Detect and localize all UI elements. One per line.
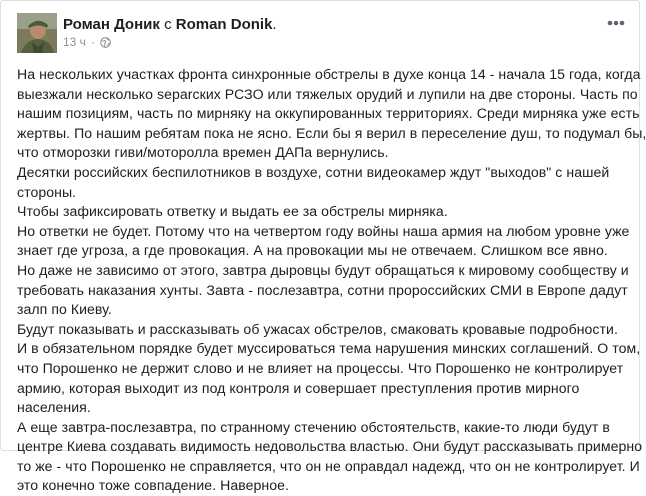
post-text-line: центре Киева создавать видимость недовольства властью. Они будут рассказывать примерно — [17, 438, 643, 455]
with-connector: с — [164, 16, 172, 33]
post-text-line: залп по Киеву. — [17, 301, 112, 318]
ellipsis-icon — [603, 13, 629, 33]
post-text-line: На нескольких участках фронта синхронные обстрелы в духе конца 14 - начала 15 года, когда — [17, 66, 641, 82]
post-timestamp[interactable]: 13 ч — [63, 35, 86, 49]
avatar-photo — [17, 13, 57, 53]
post-text-line: выезжали несколько separских РСЗО или тяжелых орудий и лупили на две стороны. Часть по — [17, 85, 638, 102]
page-suffix: . — [272, 16, 277, 33]
post-header — [1, 1, 641, 59]
post-text-line: то же - что Порошенко не справляется, что он не оправдал надежд, что он не контролирует. И — [17, 457, 640, 474]
author-avatar[interactable] — [17, 13, 57, 53]
post-text-line: Чтобы зафиксировать ответку и выдать ее за обстрелы мирняка. — [17, 203, 448, 220]
post-text-line: что Порошенко не держит слово и не влияет на процессы. Что Порошенко не контролирует — [17, 359, 624, 376]
post-text-line: Десятки российских беспилотников в воздухе, сотни видеокамер ждут "выходов" с нашей — [17, 163, 610, 180]
post-text-line: Но даже не зависимо от этого, завтра дыровцы будут обращаться к мировому сообществу и — [17, 261, 629, 278]
globe-icon[interactable] — [100, 37, 111, 48]
post-text-line: нашим позициям, часть по мирняку на оккупированных территориях. Среди мирняка уже есть — [17, 105, 640, 122]
post-text-line: армию, которая выходит из под контроля и совершает преступления против мирного — [17, 379, 580, 396]
post-text-line: знает где угроза, а где провокация. А на провокации мы не отвечаем. Слишком все явно. — [17, 242, 608, 259]
author-name-link[interactable]: Роман Доник — [63, 16, 160, 33]
tagged-page-link[interactable]: Roman Donik — [175, 16, 273, 33]
post-text-line: это конечно тоже совпадение. Наверное. — [17, 477, 289, 494]
author-line — [63, 15, 277, 34]
post-text-line: Будут показывать и рассказывать об ужасах обстрелов, смаковать кровавые подробности. — [17, 320, 618, 337]
post-text-line: И в обязательном порядке будет муссироваться тема нарушения минских соглашений. О том, — [17, 340, 641, 357]
post-text-line: что отморозки гиви/моторолла времен ДАПа вернулись. — [17, 144, 389, 161]
meta-separator: · — [90, 35, 95, 49]
post-text-line: стороны. — [17, 183, 77, 200]
post-options-button[interactable] — [603, 13, 629, 33]
post-text-line: Но ответки не будет. Потому что на четвертом году войны наша армия на любом уровне уже — [17, 222, 630, 239]
post-text-line: А еще завтра-послезавтра, по странному стечению обстоятельств, какие-то люди будут в — [17, 418, 610, 435]
post-text-line: жертвы. По нашим ребятам пока не ясно. Если бы я верил в переселение душ, то подумал бы, — [17, 124, 646, 141]
post-meta — [63, 35, 111, 50]
post-body — [17, 65, 646, 496]
post-text-line: населения. — [17, 399, 91, 416]
post-text-line: требовать наказания хунты. Завта - послезавтра, сотни пророссийских СМИ в Европе дадут — [17, 281, 628, 298]
